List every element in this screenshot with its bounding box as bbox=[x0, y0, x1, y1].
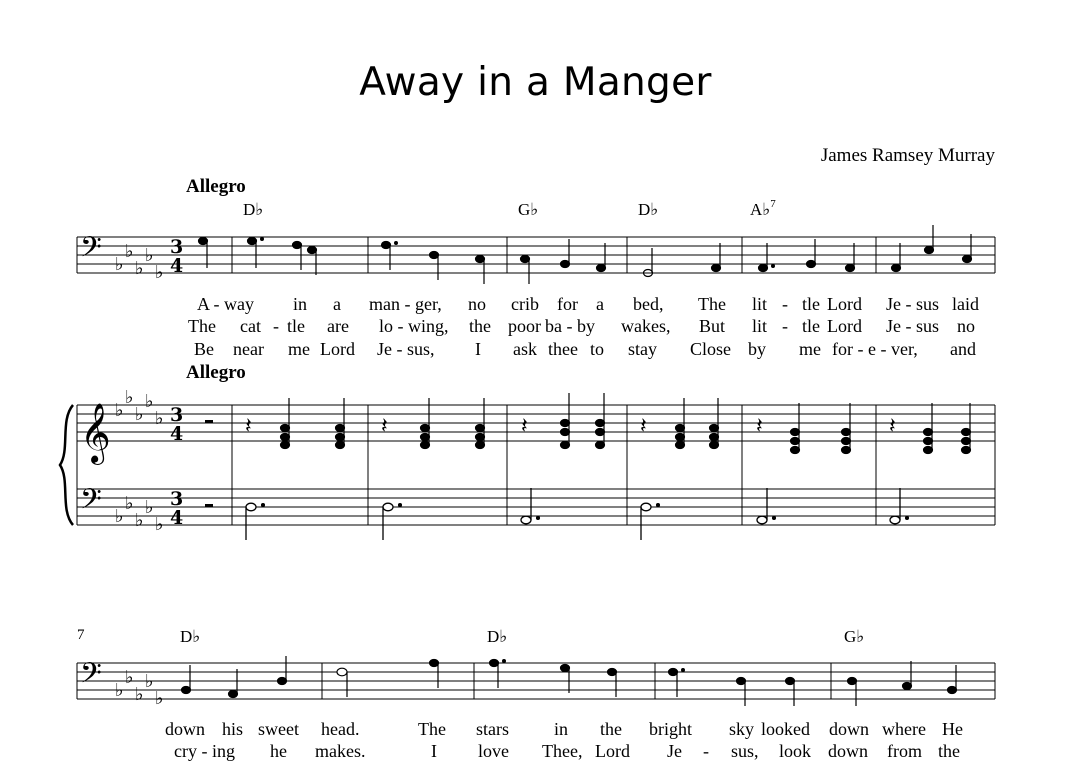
lyric-syllable: look bbox=[779, 741, 812, 761]
piano-treble-staff bbox=[77, 405, 995, 441]
svg-text:♭: ♭ bbox=[145, 245, 154, 266]
chord-symbol: D♭ bbox=[180, 627, 201, 646]
lyric-syllable: down bbox=[828, 741, 868, 761]
lyric-syllable: The bbox=[418, 719, 446, 739]
lyric-syllable: looked bbox=[761, 719, 810, 739]
svg-text:♭: ♭ bbox=[135, 684, 144, 705]
chord-symbol: D♭ bbox=[638, 200, 659, 219]
svg-text:𝄽: 𝄽 bbox=[756, 414, 763, 439]
lyric-syllable: cat bbox=[240, 316, 261, 336]
svg-text:3: 3 bbox=[170, 236, 184, 258]
lyric-syllable: cry - ing bbox=[174, 741, 235, 761]
svg-text:♭: ♭ bbox=[135, 510, 144, 531]
lyric-syllable: lit bbox=[752, 294, 768, 314]
bass-clef-icon: 𝄢 bbox=[80, 231, 102, 271]
chord-symbol: G♭ bbox=[518, 200, 539, 219]
svg-text:𝄽: 𝄽 bbox=[521, 414, 528, 439]
lyric-syllable: man - ger, bbox=[369, 294, 442, 314]
svg-text:♭: ♭ bbox=[155, 514, 164, 535]
chord-symbol: G♭ bbox=[844, 627, 865, 646]
chord-symbol: A♭$^7$ bbox=[750, 198, 776, 219]
tempo-marking-piano: Allegro bbox=[186, 362, 246, 383]
lyric-syllable: down bbox=[165, 719, 205, 739]
lyric-syllable: laid bbox=[952, 294, 979, 314]
treble-clef-icon: 𝄞 bbox=[80, 403, 111, 463]
lyric-syllable: stay bbox=[628, 339, 657, 359]
lyric-syllable: he bbox=[270, 741, 287, 761]
lyric-syllable: Je - sus, bbox=[377, 339, 435, 359]
lyric-syllable: tle bbox=[802, 294, 820, 314]
svg-text:♭: ♭ bbox=[155, 408, 164, 429]
svg-text:♭: ♭ bbox=[125, 667, 134, 688]
svg-text:4: 4 bbox=[170, 507, 184, 529]
lyric-syllable: tle bbox=[802, 316, 820, 336]
svg-text:4: 4 bbox=[170, 423, 184, 445]
barlines-system-1 bbox=[77, 237, 995, 525]
svg-text:4: 4 bbox=[170, 255, 184, 277]
key-signature-flats bbox=[115, 241, 164, 709]
svg-text:♭: ♭ bbox=[155, 262, 164, 283]
lyric-syllable: for - e - ver, bbox=[832, 339, 918, 359]
rest bbox=[205, 504, 213, 507]
lyric-syllable: his bbox=[222, 719, 244, 739]
lyric-syllable: Thee, bbox=[542, 741, 583, 761]
lyric-syllable: where bbox=[882, 719, 926, 739]
lyric-syllable: - bbox=[703, 741, 709, 761]
lyric-syllable: A - way bbox=[197, 294, 254, 314]
lyric-syllable: are bbox=[327, 316, 349, 336]
bass-clef-icon: 𝄢 bbox=[80, 657, 102, 697]
lyric-syllable: from bbox=[887, 741, 922, 761]
svg-text:♭: ♭ bbox=[125, 241, 134, 262]
lyric-syllable: - bbox=[273, 316, 279, 336]
lyric-syllable: sweet bbox=[258, 719, 299, 739]
svg-text:𝄽: 𝄽 bbox=[245, 414, 252, 439]
chord-symbol: D♭ bbox=[487, 627, 508, 646]
composer-name: James Ramsey Murray bbox=[820, 145, 995, 166]
lyric-syllable: ask bbox=[513, 339, 537, 359]
lyric-syllable: the bbox=[938, 741, 960, 761]
rest bbox=[205, 420, 213, 423]
tempo-marking-vocal: Allegro bbox=[186, 176, 246, 197]
song-title: Away in a Manger bbox=[359, 60, 712, 105]
svg-text:3: 3 bbox=[170, 404, 184, 426]
chord-symbol: D♭ bbox=[243, 200, 264, 219]
svg-text:♭: ♭ bbox=[135, 258, 144, 279]
measure-number: 7 bbox=[77, 627, 85, 643]
lyric-syllable: Be bbox=[194, 339, 214, 359]
svg-text:♭: ♭ bbox=[115, 506, 124, 527]
lyric-syllable: Je bbox=[667, 741, 682, 761]
lyric-syllable: The bbox=[698, 294, 726, 314]
lyric-syllable: The bbox=[188, 316, 216, 336]
lyric-syllable: by bbox=[748, 339, 766, 359]
svg-text:♭: ♭ bbox=[125, 493, 134, 514]
lyric-syllable: sky bbox=[729, 719, 755, 739]
lyric-syllable: and bbox=[950, 339, 976, 359]
lyric-syllable: in bbox=[293, 294, 308, 314]
lyric-syllable: a bbox=[333, 294, 341, 314]
piano-brace bbox=[60, 405, 73, 525]
lyric-syllable: lo - wing, bbox=[379, 316, 449, 336]
svg-text:𝄽: 𝄽 bbox=[381, 414, 388, 439]
lyric-syllable: for bbox=[557, 294, 578, 314]
lyric-syllable: makes. bbox=[315, 741, 366, 761]
lyric-syllable: sus, bbox=[731, 741, 759, 761]
lyric-syllable: - bbox=[782, 294, 788, 314]
lyric-syllable: thee bbox=[548, 339, 578, 359]
lyric-syllable: Lord bbox=[827, 294, 862, 314]
piano-bass-notes bbox=[246, 488, 908, 540]
svg-text:♭: ♭ bbox=[125, 387, 134, 408]
bass-clef-icon: 𝄢 bbox=[80, 483, 102, 523]
svg-text:♭: ♭ bbox=[155, 688, 164, 709]
lyric-syllable: near bbox=[233, 339, 264, 359]
svg-text:♭: ♭ bbox=[115, 680, 124, 701]
lyric-syllable: wakes, bbox=[621, 316, 671, 336]
lyric-syllable: - bbox=[782, 316, 788, 336]
piano-bass-staff bbox=[77, 489, 995, 525]
lyric-syllable: the bbox=[469, 316, 491, 336]
vocal-staff-2 bbox=[77, 663, 995, 699]
svg-text:♭: ♭ bbox=[145, 671, 154, 692]
lyric-syllable: love bbox=[478, 741, 509, 761]
lyric-syllable: a bbox=[596, 294, 604, 314]
lyric-syllable: in bbox=[554, 719, 569, 739]
lyric-syllable: Lord bbox=[595, 741, 630, 761]
lyric-syllable: me bbox=[288, 339, 310, 359]
svg-text:♭: ♭ bbox=[115, 254, 124, 275]
lyric-syllable: no bbox=[468, 294, 486, 314]
lyric-syllable: crib bbox=[511, 294, 539, 314]
svg-text:♭: ♭ bbox=[135, 404, 144, 425]
lyric-syllable: poor bbox=[508, 316, 541, 336]
svg-text:♭: ♭ bbox=[145, 497, 154, 518]
svg-text:♭: ♭ bbox=[115, 400, 124, 421]
lyric-syllable: lit bbox=[752, 316, 768, 336]
lyric-syllable: head. bbox=[321, 719, 360, 739]
lyric-syllable: to bbox=[590, 339, 605, 359]
lyric-syllable: But bbox=[699, 316, 726, 336]
svg-text:𝄽: 𝄽 bbox=[889, 414, 896, 439]
lyric-syllable: ba - by bbox=[545, 316, 595, 336]
lyric-syllable: me bbox=[799, 339, 821, 359]
time-signature bbox=[170, 236, 183, 529]
lyric-syllable: Je - sus bbox=[886, 316, 939, 336]
lyric-syllable: He bbox=[942, 719, 963, 739]
svg-text:♭: ♭ bbox=[145, 391, 154, 412]
lyric-syllable: the bbox=[600, 719, 622, 739]
lyric-syllable: Close bbox=[690, 339, 732, 359]
lyric-syllable: Lord bbox=[827, 316, 862, 336]
lyric-syllable: bright bbox=[649, 719, 692, 739]
lyric-syllable: stars bbox=[476, 719, 509, 739]
lyric-syllable: tle bbox=[287, 316, 305, 336]
svg-text:𝄽: 𝄽 bbox=[640, 414, 647, 439]
lyric-syllable: I bbox=[431, 741, 437, 761]
lyric-syllable: down bbox=[829, 719, 869, 739]
lyric-syllable: Je - sus bbox=[886, 294, 939, 314]
vocal-staff-1 bbox=[77, 237, 995, 273]
lyric-syllable: no bbox=[957, 316, 975, 336]
lyric-syllable: I bbox=[475, 339, 481, 359]
lyric-syllable: bed, bbox=[633, 294, 664, 314]
svg-text:3: 3 bbox=[170, 488, 184, 510]
lyric-syllable: Lord bbox=[320, 339, 355, 359]
